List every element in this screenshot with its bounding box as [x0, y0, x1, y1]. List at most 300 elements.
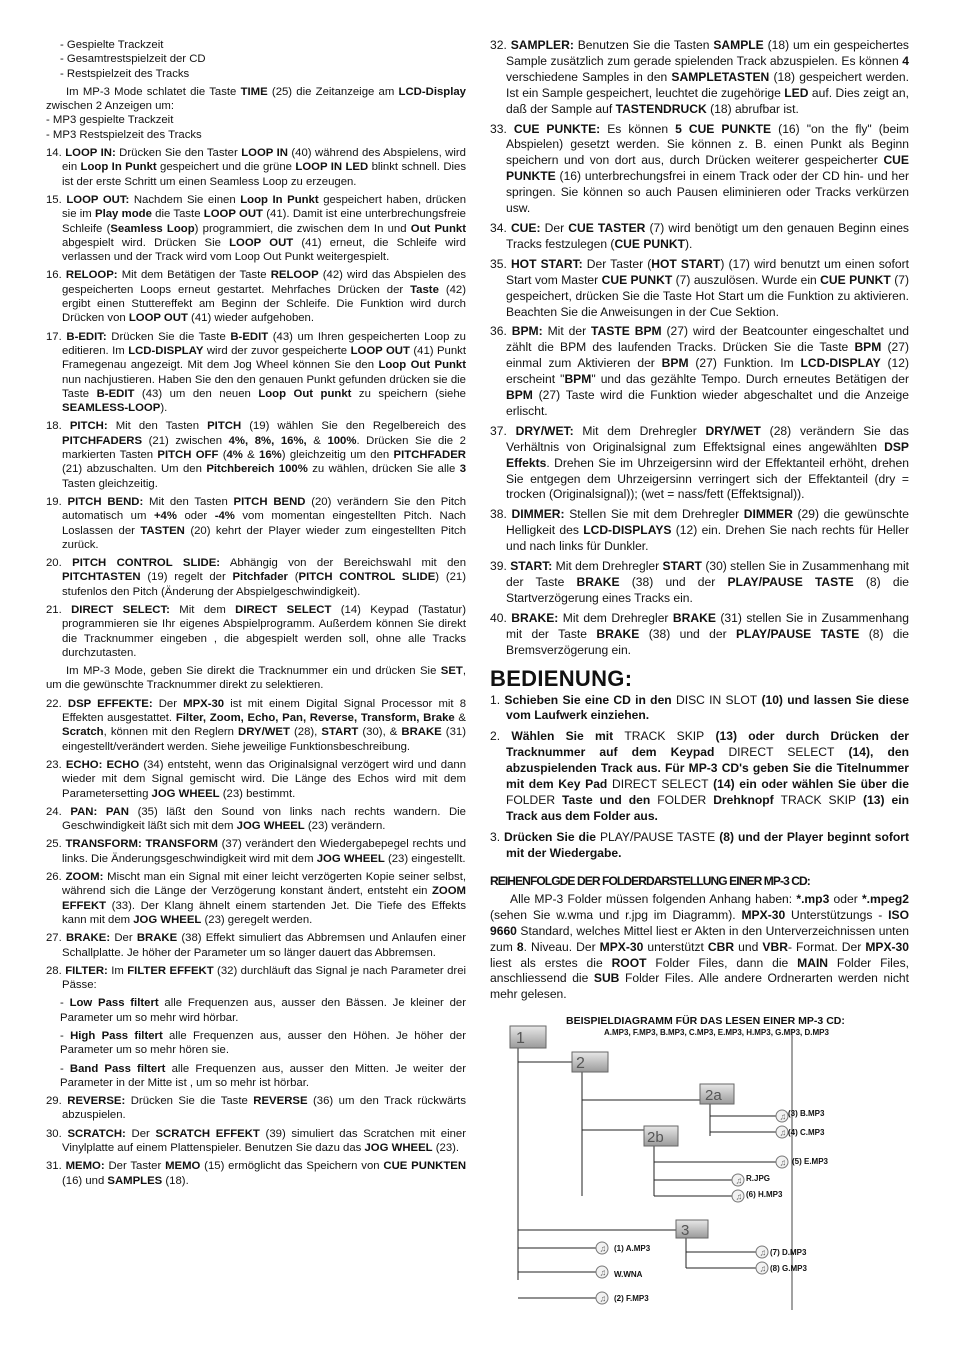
text-run: " und das gezählte Tempo. Durch erneutes Betätigen der — [591, 372, 909, 387]
text-run: ( — [218, 449, 227, 462]
text-run: auf. Dies zeigt an, daß der Sample auf — [506, 85, 909, 116]
music-note-icon: ♫ — [759, 1247, 767, 1258]
text-run: (38) und der — [619, 575, 728, 589]
text-run: Im — [107, 964, 128, 977]
item-number: 30. — [46, 1127, 68, 1140]
text-run: (19) regelt der — [140, 571, 233, 584]
text-run: (15) ermöglicht das Speichern von — [200, 1160, 384, 1173]
text-run: Abhängig von der Bereichswahl mit den — [220, 557, 466, 570]
text-run: blinkt schnell. Dies ist der erste Schritt um einen Seamless Loop zu erzeugen. — [62, 161, 467, 188]
text-run: Mit dem Betätigen der Taste — [117, 269, 271, 282]
bold-term: BPM — [854, 340, 882, 355]
text-run: (29) die gewünschte Helligkeit des — [506, 507, 909, 538]
list-item — [46, 1127, 466, 1156]
item-number: 21. — [46, 603, 72, 616]
text-run: zwischen 2 Anzeigen um: — [46, 100, 175, 113]
bold-term: PITCH — [207, 420, 242, 433]
item-number: 34. — [490, 220, 511, 235]
bold-term: DIRECT SELECT — [235, 603, 332, 616]
text-run: abgespielt wird. Drücken Sie — [62, 236, 230, 249]
music-note-icon: ♫ — [779, 1157, 787, 1168]
text-run: Stellen Sie mit dem Drehregler — [564, 507, 744, 522]
bold-term: LOOP IN LED — [295, 161, 369, 174]
text-run: (23) eingestellt. — [384, 852, 466, 865]
text-run: (41). Damit ist eine unterbrechungsfreie Schleife ( — [62, 208, 466, 235]
music-note-icon: ♫ — [735, 1175, 743, 1186]
item-number: 29. — [46, 1095, 68, 1108]
text-run: Der — [540, 220, 569, 235]
text-run: Im MP-3 Mode schlatet die Taste — [66, 85, 241, 98]
bold-term: ROOT — [611, 955, 647, 970]
item-number: 17. — [46, 330, 67, 343]
list-item — [46, 697, 466, 754]
bold-term: TASTEN — [140, 524, 185, 537]
bold-term: BRAKE — [401, 726, 442, 739]
bold-term: BRAKE — [672, 610, 716, 625]
text-run: verschiedene Samples in den — [506, 69, 672, 84]
bold-term: PLAY/PAUSE TASTE — [735, 626, 860, 641]
text-run: (33). Der Klang ähnelt einem startenden Jet. Die Tiefe des Effekts kann mit dem — [62, 899, 466, 926]
bold-term: CUE PUNKT — [601, 272, 673, 287]
bold-term: DRY/WET — [238, 726, 290, 739]
text-run: (23) verändern. — [304, 820, 386, 833]
folder-2b-icon — [644, 1126, 678, 1146]
bedienung-title: BEDIENUNG: — [490, 665, 633, 691]
text-run: Drücken Sie die Taste — [125, 1095, 254, 1108]
text-run: Nachdem Sie einen — [129, 193, 241, 206]
list-item — [490, 611, 909, 659]
bold-term: DSP Effekts — [506, 439, 909, 470]
bold-term: PITCH BEND — [233, 495, 306, 508]
filter-description — [46, 1062, 466, 1091]
bold-term: 8 — [516, 939, 524, 954]
text-run: (38) und der — [639, 626, 736, 641]
text-run: Folder Files, dann die — [646, 955, 798, 970]
text-run: & — [454, 712, 467, 725]
bold-term: *.mp3 — [796, 891, 830, 906]
text-run: (7) auszulösen. Wurde ein — [672, 272, 821, 287]
text-run: ) (17) wird benutzt um einen sofort Start vom Master — [506, 256, 909, 287]
bold-term: PAN: PAN — [70, 805, 129, 818]
bold-term: PITCHFADERS — [62, 434, 143, 447]
svg-text:2b: 2b — [647, 1129, 664, 1146]
text-run: Der — [125, 1127, 156, 1140]
bold-term: Loop Out punkt — [258, 387, 352, 400]
bold-term: Out Punkt — [410, 222, 467, 235]
file-label: W.WNA — [614, 1270, 643, 1279]
bold-term: (14) ein oder wählen Sie über die — [708, 777, 909, 792]
bold-term: LCD-DISPLAYS — [583, 523, 672, 538]
bold-term: TASTE BPM — [591, 324, 662, 339]
bold-term: Play mode — [95, 208, 152, 221]
text-run: (42) wird das Abspielen des gespeicherten Loops erneut gestartet. Mehrfaches Drücken der — [62, 269, 466, 296]
bold-term: BPM — [661, 356, 689, 371]
function-list-right — [490, 38, 909, 659]
text-run: Mit der — [542, 324, 592, 339]
bold-term: LCD-DISPLAY — [128, 344, 204, 357]
diagram-read-order: A.MP3, F.MP3, B.MP3, C.MP3, E.MP3, H.MP3, G.MP3, D.MP3 — [604, 1028, 829, 1037]
text-run: (25) die Zeitanzeige am — [267, 85, 399, 98]
bold-term: BRAKE: — [511, 610, 559, 625]
bold-term: BRAKE — [136, 932, 178, 945]
bold-term: Pitchfader — [232, 571, 288, 584]
text-run: (43) um Ihren gespeicherten Loop zu editieren. Im — [62, 330, 466, 357]
text-run: (18) gespeichert werden. Ist ein Sample gespeichert, leuchtet die zugehörige — [506, 69, 909, 100]
file-label: (6) H.MP3 — [746, 1190, 783, 1199]
text-run: Unterstützungs - — [785, 907, 889, 922]
bold-term: BPM — [564, 372, 592, 387]
list-item — [46, 268, 466, 325]
text-run: . Drücken Sie die 2 markierten Tasten — [62, 434, 466, 462]
bold-term: START — [662, 559, 702, 574]
text-run: Mit dem — [169, 603, 236, 616]
bold-term: Wählen Sie mit — [511, 729, 625, 744]
list-item — [46, 964, 466, 993]
file-label: (1) A.MP3 — [614, 1244, 651, 1253]
text-run: (23) bestimmt. — [219, 787, 296, 800]
item-number: 16. — [46, 269, 66, 282]
filter-description — [46, 1029, 466, 1058]
bold-term: PITCH OFF — [157, 449, 219, 462]
list-item — [490, 830, 909, 862]
text-run: - — [60, 1030, 71, 1042]
bold-term: Schieben Sie eine CD in den — [504, 692, 676, 707]
list-item — [46, 870, 466, 927]
item-number: 32. — [490, 38, 511, 52]
text-run: (16) "on the fly" (beim Abspielen) gesetzt werden. Sie können z. B. einen Punkt als Beginn speichern und von dort aus, durch Drücken weiterer gespeicherter — [506, 121, 909, 168]
text-run: (21) zwischen — [142, 434, 229, 447]
text-run: (20) kehrt der Player wieder zum eingestellten Pitch zurück. — [62, 524, 467, 551]
bold-term: CUE: — [510, 220, 541, 235]
bold-term: LED — [784, 85, 809, 100]
text-run: (12) ein. Drehen Sie nach rechts für Heller und nach links für Dunkler. — [506, 523, 909, 554]
item-number: 31. — [46, 1160, 66, 1173]
text-run: nun nachjustieren. Haben Sie den den genauen Punkt gefunden drücken sie die Taste — [62, 373, 466, 400]
bold-term: Drehknopf — [706, 792, 781, 807]
bold-term: PITCH BEND: — [67, 495, 144, 508]
bold-term: MEMO: — [65, 1160, 105, 1173]
diagram-title: BEISPIELDIAGRAMM FÜR DAS LESEN EINER MP-3 CD: — [566, 1015, 845, 1027]
file-label: (3) B.MP3 — [788, 1109, 825, 1118]
text-run: DIRECT SELECT — [728, 745, 835, 760]
list-item — [46, 837, 466, 866]
text-run: oder — [829, 891, 862, 906]
file-label: (2) F.MP3 — [614, 1294, 649, 1303]
bold-term: 5 CUE PUNKTE — [675, 121, 772, 136]
bold-term: JOG WHEEL — [316, 852, 385, 865]
text-run: FOLDER — [657, 792, 707, 807]
text-run: (23) geregelt werden. — [201, 913, 313, 926]
bold-term: Taste und den — [555, 792, 658, 807]
folder-1-icon — [510, 1026, 546, 1048]
list-item — [46, 1094, 466, 1123]
text-run: (16) und — [62, 1174, 108, 1187]
list-line: - Restspielzeit des Tracks — [60, 67, 190, 80]
text-run: Folder Files. Alle andere Ordnerarten werden nicht mehr gelesen. — [490, 971, 909, 1002]
list-item — [46, 758, 466, 801]
list-item — [490, 507, 909, 555]
text-run: (28), — [289, 726, 322, 739]
bold-term: Drücken Sie die — [504, 829, 600, 844]
music-note-icon: ♫ — [779, 1111, 787, 1122]
item-number: 2. — [490, 729, 512, 744]
bold-term: PITCH CONTROL SLIDE — [298, 571, 436, 584]
folder-order-heading: REIHENFOLGDE DER FOLDERDARSTELLUNG EINER MP-3 CD: — [490, 873, 810, 888]
bold-term: DSP EFFEKTE: — [67, 697, 153, 710]
bold-term: FILTER EFFEKT — [127, 964, 214, 977]
bold-term: BPM: — [511, 324, 543, 339]
text-run: Der Taster — [104, 1160, 166, 1173]
bold-term: ZOOM EFFEKT — [62, 885, 466, 912]
right-column — [490, 38, 909, 1003]
text-run: Tasten gleichzeitig. — [62, 477, 158, 490]
item-number: 18. — [46, 420, 70, 433]
bold-term: CUE PUNKTEN — [383, 1160, 467, 1173]
bold-term: LOOP OUT — [350, 344, 410, 357]
text-run: (28) verändern Sie das Verhältnis von Originalsignal zum Effektsignal eines angewählten — [506, 423, 909, 454]
list-item — [46, 193, 466, 264]
bold-term: B-EDIT: — [66, 330, 107, 343]
bold-term: SAMPLES — [107, 1174, 163, 1187]
text-run: TRACK SKIP — [780, 792, 857, 807]
bold-term: START — [321, 726, 359, 739]
bold-term: LCD-Display — [398, 85, 466, 98]
bold-term: LCD-DISPLAY — [800, 356, 881, 371]
text-run: (18) um ein gespeichertes Sample zusätzlich zum gerade spielenden Track abzuspielen. Es können — [506, 38, 909, 68]
mp3-mode-paragraph — [46, 85, 466, 114]
text-run: alle Frequenzen aus, ausser den Bässen. Je kleiner der Parameter um so mehr wird hörbar. — [60, 997, 467, 1024]
text-run: (34) entsteht, wenn das Originalsignal verzögert wird und dann wieder mit dem Signal gemischt wird. Die Länge des Echos wird mit dem Parametersetting — [62, 758, 467, 800]
text-run: Im MP-3 Mode, geben Sie direkt die Tracknummer ein und drücken Sie — [66, 665, 441, 678]
text-run: gespeichert haben, drücken sie im — [62, 193, 467, 221]
bold-term: LOOP OUT: — [66, 193, 130, 206]
bold-term: High Pass filtert — [70, 1030, 163, 1042]
bold-term: MAIN — [797, 955, 829, 970]
text-run: (20) verändern Sie den Pitch automatisch um — [62, 495, 467, 523]
list-item — [490, 559, 909, 607]
text-run: gespeichert und die grüne — [156, 161, 296, 174]
item-number: 23. — [46, 758, 66, 771]
bold-term: LOOP OUT — [203, 208, 263, 221]
bold-term: CUE PUNKT — [820, 272, 891, 287]
list-item — [46, 931, 466, 960]
text-run: , um die gewünschte Tracknummer direkt zu selektieren. — [46, 665, 466, 692]
text-run: FOLDER — [506, 792, 556, 807]
bold-term: DRY/WET: — [515, 423, 574, 438]
text-run: Mit dem Drehregler — [573, 423, 706, 438]
bold-term: MPX-30 — [865, 939, 909, 954]
music-note-icon: ♫ — [599, 1267, 607, 1278]
text-run: und — [734, 939, 763, 954]
bold-term: Seamless Loop — [110, 222, 195, 235]
item-number: 20. — [46, 557, 73, 570]
text-run: TRACK SKIP — [624, 729, 705, 744]
folder-2a-icon — [700, 1084, 734, 1104]
text-run: (16) unterbrechungsfrei in einem Track oder der CD hin- und her springen. Sie können so auch Pausen eliminieren oder Tracks verkürzen usw. — [506, 169, 909, 216]
list-item — [490, 729, 909, 824]
text-run: Folder Files, anschliessend die — [490, 955, 909, 986]
bold-term: REVERSE — [253, 1095, 308, 1108]
folder-tree — [500, 1012, 918, 1312]
bold-term: Band Pass filtert — [69, 1062, 166, 1075]
mp3-folder-diagram — [500, 1012, 918, 1312]
text-run: Der Taster ( — [582, 256, 652, 271]
text-run: Mit den Tasten — [143, 495, 234, 508]
bold-term: SEAMLESS-LOOP — [62, 402, 161, 415]
bold-term: LOOP IN — [241, 147, 288, 160]
bold-term: (13) ein Track aus dem Folder aus. — [506, 792, 909, 823]
bold-term: Taste — [410, 283, 439, 296]
list-item — [490, 693, 909, 725]
bold-term: JOG WHEEL — [236, 820, 305, 833]
text-run: Mit dem Drehregler — [558, 610, 673, 625]
text-run: oder — [176, 510, 215, 523]
text-run: Es können — [600, 121, 676, 136]
text-run: (37) verändert den Wiedergabepegel rechts und links. Die Änderungsgeschwindigkeit wird mit dem — [62, 838, 467, 865]
bold-term: VBR — [762, 939, 788, 954]
bold-term: LOOP OUT — [229, 236, 294, 249]
text-run: (23). — [432, 1142, 460, 1155]
bold-term: Loop Out Punkt — [378, 359, 467, 372]
list-item — [46, 1159, 466, 1188]
bold-term: BRAKE: — [65, 932, 111, 945]
music-note-icon: ♫ — [759, 1263, 767, 1274]
bold-term: HOT START — [651, 256, 721, 271]
bold-term: TASTENDRUCK — [615, 101, 707, 116]
item-number: 40. — [490, 610, 512, 625]
text-run: (7) gespeichert, drücken Sie die Taste Hot Start um die Funktion zu aktivieren. Beachten Sie die Anweisungen in der Cue Sektion. — [506, 272, 909, 319]
bold-term: 4 — [902, 53, 909, 68]
text-run: zu speichern (siehe — [351, 387, 466, 400]
bold-term: PITCHFADER — [393, 449, 466, 462]
item-number: 14. — [46, 147, 66, 160]
text-run: ). — [685, 236, 693, 251]
bold-term: (10) und lassen Sie diese vom Laufwerk einziehen. — [506, 692, 910, 723]
list-item — [46, 556, 466, 599]
operation-steps — [490, 693, 909, 862]
bold-term: JOG WHEEL — [151, 787, 220, 800]
bold-term: B-EDIT — [230, 330, 269, 343]
item-number: 27. — [46, 932, 66, 945]
text-run: ). — [160, 402, 168, 415]
text-run: ) gleichzeitig um den — [281, 449, 394, 462]
text-run: (30), & — [358, 726, 402, 739]
music-note-icon: ♫ — [599, 1243, 607, 1254]
file-label: (5) E.MP3 — [792, 1157, 829, 1166]
text-run: , können mit den Reglern — [103, 726, 239, 739]
bold-term: BPM — [506, 388, 533, 403]
text-run: (35) läßt den Sound von links nach rechts wandern. Die Geschwindigkeit läßt sich mit dem — [62, 805, 466, 833]
bold-term: HOT START: — [510, 256, 583, 271]
bold-term: LOOP OUT — [128, 312, 188, 325]
bold-term: Pitchbereich 100% — [206, 463, 308, 476]
list-line: - MP3 Restspielzeit des Tracks — [46, 128, 202, 141]
text-run: & — [242, 449, 260, 462]
bold-term: 4%, 8%, 16%, — [228, 434, 307, 447]
bold-term: SAMPLER: — [510, 38, 574, 52]
text-run: (36) um den Track rückwärts abzuspielen. — [62, 1095, 466, 1122]
svg-text:2: 2 — [576, 1055, 585, 1072]
bold-term: DRY/WET — [705, 423, 761, 438]
bold-term: DIMMER — [743, 507, 793, 522]
bold-term: PITCHTASTEN — [62, 571, 141, 584]
bold-term: Filter, Zoom, Echo, Pan, Reverse, Transform, Brake — [175, 712, 455, 725]
file-label: (7) D.MP3 — [770, 1248, 807, 1257]
item-number: 1. — [490, 692, 505, 707]
bold-term: TIME — [240, 85, 268, 98]
bold-term: SCRATCH: — [67, 1127, 126, 1140]
text-run: (7) wird benötigt um den genauen Beginn eines Tracks festzulegen ( — [506, 220, 909, 251]
music-note-icon: ♫ — [779, 1127, 787, 1138]
item-number: 26. — [46, 871, 66, 884]
tree-lines — [518, 1030, 792, 1310]
item-number: 28. — [46, 964, 66, 977]
item-number: 39. — [490, 559, 511, 574]
list-item — [46, 603, 466, 660]
bold-term: Scratch — [62, 726, 104, 739]
bold-term: MEMO — [165, 1160, 201, 1173]
text-run: (38) Effekt simuliert das Abbremsen und Anlaufen einer Schallplatte. Je höher der Parameter um so länger dauert das Abbremsen. — [62, 932, 466, 959]
item-number: 19. — [46, 495, 68, 508]
text-run: - — [60, 1062, 70, 1075]
bold-term: *.mpeg2 — [861, 891, 909, 906]
list-item — [46, 419, 466, 490]
bold-term: ECHO: ECHO — [65, 758, 140, 771]
item-number: 36. — [490, 324, 512, 339]
bold-term: CUE TASTER — [568, 220, 646, 235]
text-run: Drücken Sie den Taster — [115, 147, 242, 160]
text-run: (27) wird der Beatcounter eingeschaltet und zählt die BPM des laufenden Tracks. Drücken Sie die Taste — [506, 324, 909, 355]
mp3-time-list — [46, 113, 466, 142]
item-number: 37. — [490, 423, 516, 438]
text-run: alle Frequenzen aus, ausser den Höhen. Je höher der Parameter um so mehr hören sie. — [60, 1030, 466, 1057]
list-item — [46, 805, 466, 834]
svg-text:1: 1 — [516, 1030, 525, 1047]
bold-term: MPX-30 — [183, 697, 225, 710]
text-run: (31) stellen Sie in Zusammenhang mit der Taste — [506, 610, 909, 641]
bold-term: +4% — [153, 510, 177, 523]
text-run: Benutzen Sie die Tasten — [573, 38, 714, 52]
text-run: Drücken Sie die Taste — [106, 330, 231, 343]
bold-term: 16% — [259, 449, 282, 462]
filter-description — [46, 996, 466, 1025]
text-run: Alle MP-3 Folder müssen folgenden Anhang haben: — [510, 891, 797, 906]
text-run: - Format. Der — [787, 939, 866, 954]
text-run: . Drehen Sie im Uhrzeigersinn wird der Effektanteil erhöht, drehen Sie entgegen dem Uhrzeigersinn verringert sich der Effektanteil (dry = trocken (Originalsignal)); (wet = nass/fett (Effektsignal)). — [506, 455, 909, 502]
text-run: wird der zuvor gespeicherte — [203, 344, 351, 357]
list-item — [46, 495, 466, 552]
text-run: (27) Taste wird die Funktion wieder abgeschaltet und die Anzeige erlischt. — [506, 388, 909, 418]
bold-term: DIRECT SELECT: — [71, 603, 170, 616]
bold-term: PITCH CONTROL SLIDE: — [72, 557, 221, 570]
svg-text:2a: 2a — [705, 1087, 722, 1104]
text-run: DISC IN SLOT — [675, 692, 758, 707]
text-run: ) programmiert, die zwischen dem In und — [194, 222, 411, 235]
bold-term: CBR — [707, 939, 735, 954]
text-run: & — [306, 434, 328, 447]
list-item — [490, 324, 909, 419]
file-label: R.JPG — [746, 1174, 771, 1183]
item-number: 35. — [490, 256, 511, 271]
text-run: alle Frequenzen aus, ausser den Mitten. Je weiter der Parameter in der Mitte ist , um so mehr ist hörbar. — [60, 1062, 466, 1089]
file-label: (4) C.MP3 — [788, 1128, 825, 1137]
bold-term: SCRATCH EFFEKT — [155, 1127, 260, 1140]
folder-3-icon — [676, 1220, 708, 1239]
text-run: (21) abzuschalten. Um den — [62, 463, 207, 476]
bold-term: JOG WHEEL — [364, 1142, 433, 1155]
text-run: ist mit einem Digital Signal Processor mit 8 Effekten ausgestattet. — [62, 697, 467, 725]
folder-order-paragraph — [490, 892, 909, 1003]
